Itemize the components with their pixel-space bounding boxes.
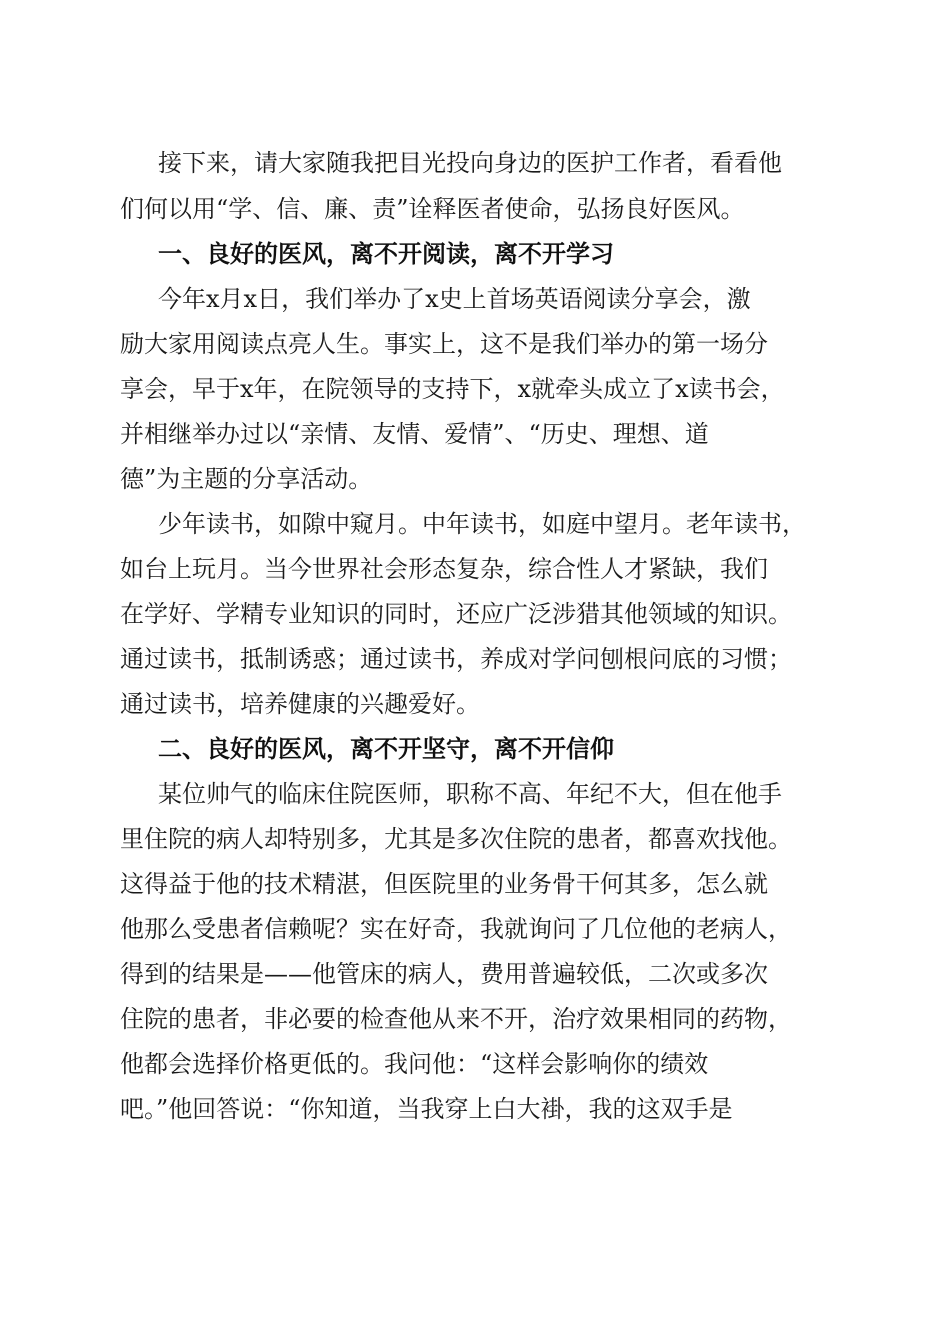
- paragraph-line: 他那么受患者信赖呢？实在好奇，我就询问了几位他的老病人，: [120, 915, 792, 943]
- paragraph-line: 励大家用阅读点亮人生。事实上，这不是我们举办的第一场分: [120, 330, 768, 358]
- paragraph-line: 吧。”他回答说：“你知道，当我穿上白大褂，我的这双手是: [120, 1095, 733, 1123]
- section-heading: 一、良好的医风，离不开阅读，离不开学习: [158, 240, 614, 268]
- paragraph-line: 德”为主题的分享活动。: [120, 465, 373, 493]
- paragraph-line: 并相继举办过以“亲情、友情、爱情”、“历史、理想、道: [120, 420, 709, 448]
- paragraph-line: 里住院的病人却特别多，尤其是多次住院的患者，都喜欢找他。: [120, 825, 792, 853]
- paragraph-line: 这得益于他的技术精湛，但医院里的业务骨干何其多，怎么就: [120, 870, 768, 898]
- paragraph-line: 他都会选择价格更低的。我问他：“这样会影响你的绩效: [120, 1050, 709, 1078]
- paragraph-line: 在学好、学精专业知识的同时，还应广泛涉猎其他领域的知识。: [120, 600, 792, 628]
- paragraph-line: 如台上玩月。当今世界社会形态复杂，综合性人才紧缺，我们: [120, 555, 768, 583]
- paragraph-line: 今年x月x日，我们举办了x史上首场英语阅读分享会，激: [158, 285, 751, 313]
- paragraph-line: 得到的结果是——他管床的病人，费用普遍较低，二次或多次: [120, 960, 768, 988]
- paragraph-line: 享会，早于x年，在院领导的支持下，x就牵头成立了x读书会，: [120, 375, 785, 403]
- section-heading: 二、良好的医风，离不开坚守，离不开信仰: [158, 735, 614, 763]
- paragraph-line: 通过读书，抵制诱惑；通过读书，养成对学问刨根问底的习惯；: [120, 645, 792, 673]
- paragraph-line: 某位帅气的临床住院医师，职称不高、年纪不大，但在他手: [158, 780, 782, 808]
- paragraph-line: 住院的患者，非必要的检查他从来不开，治疗效果相同的药物，: [120, 1005, 792, 1033]
- paragraph-line: 通过读书，培养健康的兴趣爱好。: [120, 690, 480, 718]
- paragraph-line: 少年读书，如隙中窥月。中年读书，如庭中望月。老年读书，: [158, 510, 806, 538]
- paragraph-line: 们何以用“学、信、廉、责”诠释医者使命，弘扬良好医风。: [120, 195, 745, 223]
- paragraph-line: 接下来，请大家随我把目光投向身边的医护工作者，看看他: [158, 149, 782, 177]
